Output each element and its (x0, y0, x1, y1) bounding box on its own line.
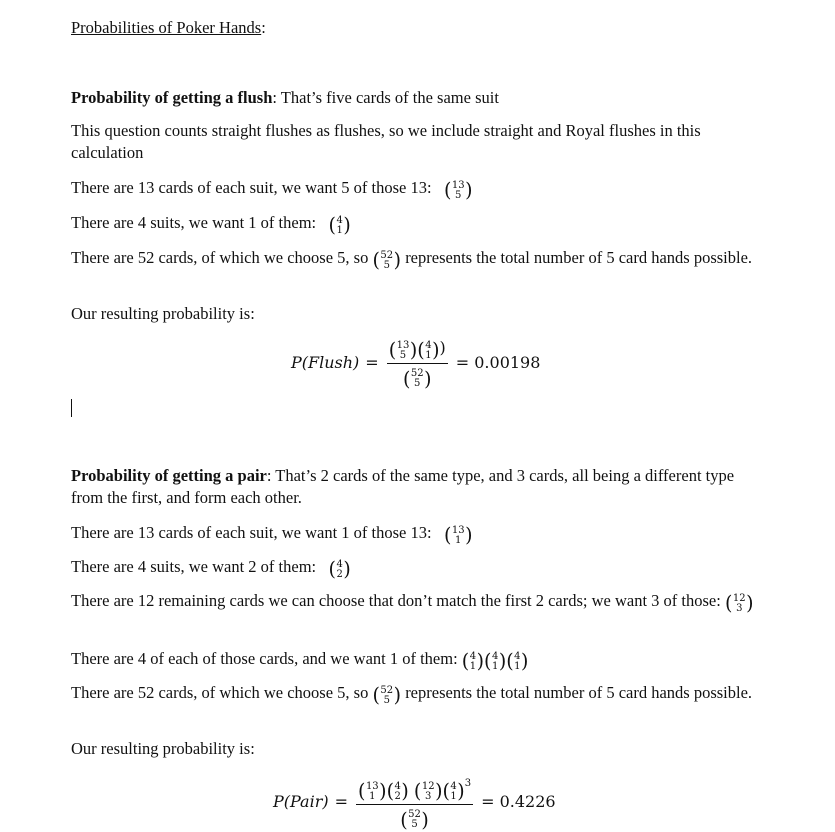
pair-equation (273, 773, 556, 830)
page-title (71, 17, 761, 39)
binom-52-5: ( 52 5 ) (372, 248, 402, 272)
binom-4-2: ( 4 2 ) (328, 557, 351, 581)
flush-heading-bold: Probability of getting a flush (71, 88, 273, 107)
flush-line-5: Our resulting probability is: (71, 304, 255, 323)
binom-13-5: ( 13 5 ) (443, 178, 473, 202)
binom-52-5-pair: ( 52 5 ) (372, 683, 402, 707)
flush-line-2-text: There are 13 cards of each suit, we want 5 of those 13: (71, 178, 432, 197)
pair-line-5a: There are 52 cards, of which we choose 5, so (71, 683, 369, 702)
flush-line-3-text: There are 4 suits, we want 1 of them: (71, 213, 317, 232)
flush-line-4b: represents the total number of 5 card hands possible. (405, 248, 753, 267)
title-text: Probabilities of Poker Hands (71, 18, 262, 37)
pair-line-4 (71, 648, 761, 672)
flush-line-4a: There are 52 cards, of which we choose 5, so (71, 248, 369, 267)
flush-heading-rest: : That’s five cards of the same suit (272, 88, 499, 107)
binom-4-1-a: ( 4 1 ) (461, 649, 485, 673)
pair-line-5 (71, 682, 761, 706)
text-cursor (71, 399, 72, 417)
flush-line-3 (71, 212, 761, 236)
pair-line-5b: represents the total number of 5 card hands possible. (405, 683, 753, 702)
flush-fraction (387, 337, 448, 389)
pair-numerator: ( 13 1 ) ( 4 2 ) ( 12 3 ) ( 4 1 ) $^3$ (356, 773, 473, 805)
flush-denominator: ( 52 5 ) (402, 366, 432, 391)
binom-4-1-b: ( 4 1 ) (484, 649, 507, 673)
binom-4-1: ( 4 1 ) (328, 213, 351, 237)
pair-result: = 0.4226 (481, 791, 556, 811)
pair-denominator: ( 52 5 ) (400, 807, 429, 832)
title-colon: : (261, 18, 266, 37)
pair-line-3 (71, 590, 761, 614)
binom-12-3: ( 12 3 ) (724, 591, 754, 615)
pair-heading-rest: : That’s 2 cards of the same type, and 3 cards, all being a different type from the first, and form each other. (71, 466, 735, 507)
pair-line-6: Our resulting probability is: (71, 739, 255, 758)
flush-numerator: ( 13 5 ) ( 4 1 ) ) (388, 338, 446, 362)
flush-result: = 0.00198 (455, 353, 541, 372)
pair-fraction (356, 773, 473, 830)
flush-equation (291, 337, 540, 389)
pair-heading-bold: Probability of getting a pair (71, 466, 267, 485)
pair-line-3-text: There are 12 remaining cards we can choose that don’t match the first 2 cards; we want 3 of those: (71, 591, 721, 610)
flush-line-2 (71, 177, 761, 201)
pair-line-1-text: There are 13 cards of each suit, we want 1 of those 13: (71, 523, 432, 542)
flush-lhs: P(Flush) (291, 353, 360, 372)
flush-line-1: This question counts straight flushes as flushes, so we include straight and Royal flushes in this calculation (71, 121, 701, 162)
binom-4-1-c: ( 4 1 ) (506, 649, 529, 673)
flush-heading (71, 87, 761, 109)
pair-heading (71, 465, 761, 509)
binom-13-1: ( 13 1 ) (443, 523, 473, 547)
flush-eq-sign: = (365, 353, 379, 372)
pair-line-2-text: There are 4 suits, we want 2 of them: (71, 557, 317, 576)
pair-exponent: 3 (464, 778, 472, 789)
pair-line-4-text: There are 4 of each of those cards, and we want 1 of them: (71, 649, 458, 668)
flush-line-4 (71, 247, 761, 271)
pair-line-2 (71, 556, 761, 580)
pair-lhs: P(Pair) (273, 791, 329, 811)
pair-eq-sign: = (334, 791, 349, 811)
pair-line-1 (71, 522, 761, 546)
